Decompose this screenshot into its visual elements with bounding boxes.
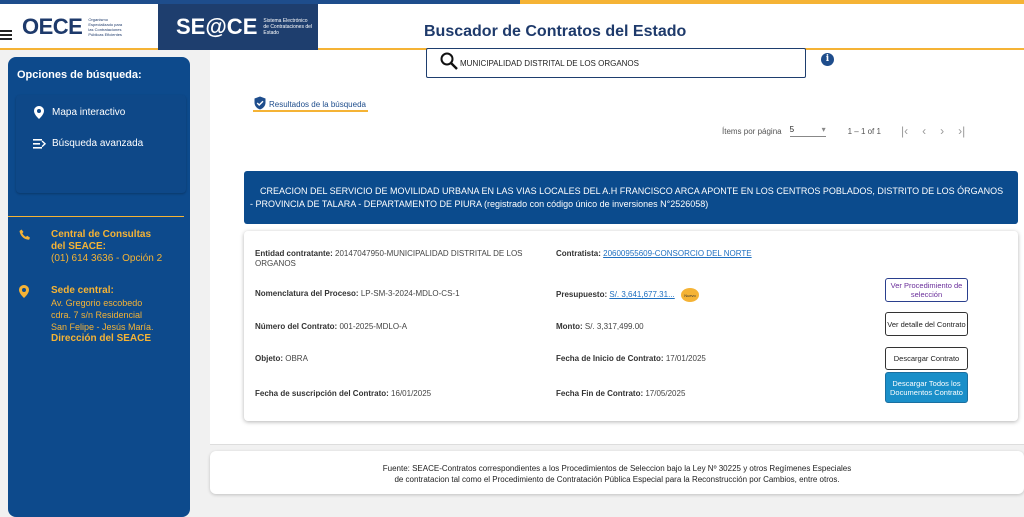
sidebar-item-label: Búsqueda avanzada <box>52 137 144 149</box>
contratista-field <box>556 249 752 259</box>
seace-logo-subtitle: Sistema Electrónico de Contrataciones del Estado <box>263 18 313 36</box>
info-icon[interactable]: i <box>821 53 834 66</box>
central-label-2: del SEACE: <box>51 241 107 252</box>
oece-logo-text: OECE <box>22 14 83 39</box>
sede-address-line: Av. Gregorio escobedo <box>51 298 143 308</box>
page-range: 1 – 1 of 1 <box>847 126 881 136</box>
nomenclatura-value: LP-SM-3-2024-MDLO-CS-1 <box>360 289 460 298</box>
phone-icon <box>19 229 31 241</box>
paginator <box>722 124 965 138</box>
fecha-inicio-field <box>556 354 706 364</box>
advanced-filter-icon <box>32 136 46 150</box>
numero-contrato-value: 001-2025-MDLO-A <box>339 322 408 331</box>
search-input[interactable] <box>426 48 806 78</box>
next-page-icon[interactable]: › <box>940 124 945 138</box>
footer-line: de contratacion tal como el Procedimiento de Contratación Pública Especial para la Reconstrucción por Cambios, entre otros. <box>394 475 840 484</box>
sede-label: Sede central: <box>51 285 114 296</box>
fecha-fin-label: Fecha Fin de Contrato: <box>556 389 644 398</box>
location-pin-icon <box>19 285 31 297</box>
descargar-contrato-button[interactable]: Descargar Contrato <box>885 347 968 370</box>
shield-check-icon <box>253 96 267 110</box>
monto-field <box>556 322 644 332</box>
entidad-value-2: ORGANOS <box>255 259 296 268</box>
monto-value: S/. 3,317,499.00 <box>584 322 644 331</box>
central-label: Central de Consultas <box>51 229 152 240</box>
result-card <box>244 231 1018 421</box>
objeto-field <box>255 354 308 364</box>
sidebar-item-mapa-interactivo[interactable] <box>16 98 186 126</box>
oece-logo[interactable] <box>22 14 128 40</box>
numero-contrato-field <box>255 322 407 332</box>
numero-contrato-label: Número del Contrato: <box>255 322 338 331</box>
contratista-link[interactable]: 20600955609-CONSORCIO DEL NORTE <box>603 249 752 258</box>
descargar-todos-button[interactable]: Descargar Todos los Documentos Contrato <box>885 372 968 403</box>
sede-address-line: cdra. 7 s/n Residencial <box>51 310 143 320</box>
objeto-label: Objeto: <box>255 354 283 363</box>
sidebar-item-busqueda-avanzada[interactable] <box>16 129 186 157</box>
fecha-suscripcion-field <box>255 389 431 399</box>
page-size-select[interactable] <box>790 125 826 137</box>
sidebar-item-label: Mapa interactivo <box>52 106 126 118</box>
menu-hamburger-icon[interactable] <box>0 30 12 40</box>
entidad-value: 20147047950-MUNICIPALIDAD DISTRITAL DE LOS <box>335 249 523 258</box>
nomenclatura-label: Nomenclatura del Proceso: <box>255 289 359 298</box>
sede-direccion: Dirección del SEACE <box>51 333 152 344</box>
result-title-banner <box>244 171 1018 224</box>
fecha-inicio-label: Fecha de Inicio de Contrato: <box>556 354 664 363</box>
chevron-down-icon: ▾ <box>821 125 826 134</box>
fecha-suscripcion-label: Fecha de suscripción del Contrato: <box>255 389 389 398</box>
sidebar <box>8 57 190 517</box>
fecha-fin-value: 17/05/2025 <box>645 389 686 398</box>
last-page-icon[interactable]: ›| <box>958 124 966 138</box>
fecha-suscripcion-value: 16/01/2025 <box>391 389 432 398</box>
footer-line: Fuente: SEACE-Contratos correspondientes a los Procedimientos de Seleccion bajo la Ley Nº 30225 y otros Regímenes Especiales <box>382 464 852 473</box>
items-per-page-label: Ítems por página <box>722 126 782 136</box>
entidad-field <box>255 249 545 269</box>
contratista-label: Contratista: <box>556 249 601 258</box>
monto-label: Monto: <box>556 322 583 331</box>
fecha-fin-field <box>556 389 685 399</box>
tab-resultados[interactable] <box>253 96 368 112</box>
prev-page-icon[interactable]: ‹ <box>922 124 927 138</box>
page-size-value: 5 <box>789 125 795 134</box>
entidad-label: Entidad contratante: <box>255 249 333 258</box>
nuevo-badge: Nuevo <box>681 288 699 302</box>
sidebar-title: Opciones de búsqueda: <box>17 69 142 81</box>
sede-central <box>19 285 189 355</box>
header <box>0 4 1024 50</box>
fecha-inicio-value: 17/01/2025 <box>665 354 706 363</box>
tab-label: Resultados de la búsqueda <box>269 100 366 109</box>
central-consultas <box>19 229 189 269</box>
oece-logo-subtitle: Organismo Especializado para las Contrataciones Públicas Eficientes <box>88 17 123 37</box>
sidebar-divider <box>8 216 184 217</box>
result-title-line: CREACION DEL SERVICIO DE MOVILIDAD URBANA EN LAS VIAS LOCALES DEL A.H FRANCISCO ARCA APONTE EN LOS CENTROS POBLADOS, DISTRITO DE LOS ÓRGANOS <box>260 186 1004 196</box>
page-nav <box>901 124 965 138</box>
location-pin-icon <box>32 105 46 119</box>
result-title-line: - PROVINCIA DE TALARA - DEPARTAMENTO DE PIURA (registrado con código único de inversiones N°2526058) <box>250 199 709 209</box>
objeto-value: OBRA <box>285 354 308 363</box>
sede-address-line: San Felipe - Jesús María. <box>51 322 154 332</box>
presupuesto-label: Presupuesto: <box>556 290 608 299</box>
ver-detalle-button[interactable]: Ver detalle del Contrato <box>885 312 968 336</box>
sidebar-options-card <box>16 95 186 193</box>
ver-procedimiento-button[interactable]: Ver Procedimiento de selección <box>885 278 968 302</box>
search-icon <box>439 51 459 71</box>
seace-logo-text: SE@CE <box>176 14 258 39</box>
central-phone[interactable]: (01) 614 3636 - Opción 2 <box>51 253 163 264</box>
search-value: MUNICIPALIDAD DISTRITAL DE LOS ORGANOS <box>460 59 639 68</box>
nomenclatura-field <box>255 289 460 299</box>
page-title: Buscador de Contratos del Estado <box>424 23 687 40</box>
presupuesto-field <box>556 290 675 300</box>
first-page-icon[interactable]: |‹ <box>900 124 909 138</box>
presupuesto-link[interactable]: S/. 3,641,677.31... <box>609 290 675 299</box>
footer-note <box>210 451 1024 494</box>
seace-logo[interactable] <box>158 4 318 50</box>
